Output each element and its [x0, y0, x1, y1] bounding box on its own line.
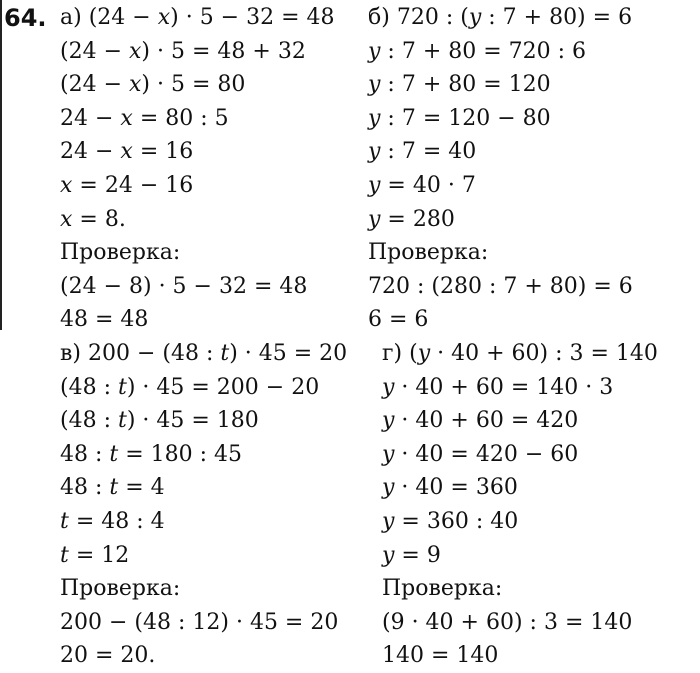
solution-step: (48 : t) · 45 = 200 − 20 — [60, 374, 320, 400]
part-a — [60, 1, 335, 337]
check-step: 140 = 140 — [382, 643, 499, 669]
part-b — [368, 1, 633, 337]
solution-step: (24 − x) · 5 = 48 + 32 — [60, 38, 306, 64]
solution-step: t = 48 : 4 — [60, 508, 165, 534]
solution-step: y = 280 — [368, 206, 455, 232]
part-b-equation-line — [368, 1, 633, 35]
check-label: Проверка: — [368, 240, 489, 266]
part-equation: (24 − x) · 5 − 32 = 48 — [88, 5, 335, 30]
solution-step: (24 − x) · 5 = 80 — [60, 72, 246, 98]
check-step: 48 = 48 — [60, 307, 149, 333]
check-step: (9 · 40 + 60) : 3 = 140 — [382, 609, 633, 635]
part-a-equation-line — [60, 1, 335, 35]
part-equation: 200 − (48 : t) · 45 = 20 — [87, 341, 348, 366]
part-label: г) — [382, 341, 403, 366]
solution-step: x = 8. — [60, 206, 126, 232]
part-label: а) — [60, 5, 82, 30]
check-step: (24 − 8) · 5 − 32 = 48 — [60, 273, 308, 299]
part-equation: 720 : (y : 7 + 80) = 6 — [396, 5, 633, 30]
check-step: 720 : (280 : 7 + 80) = 6 — [368, 273, 633, 299]
part-label: в) — [60, 341, 81, 366]
solution-step: y = 9 — [382, 542, 441, 568]
solution-step: 48 : t = 4 — [60, 475, 165, 501]
solution-step: y · 40 + 60 = 420 — [382, 408, 579, 434]
part-g — [382, 337, 658, 673]
solution-step: y · 40 = 360 — [382, 475, 518, 501]
check-step: 20 = 20. — [60, 643, 156, 669]
solution-step: y · 40 = 420 − 60 — [382, 441, 579, 467]
solution-step: x = 24 − 16 — [60, 172, 194, 198]
solution-step: 24 − x = 16 — [60, 139, 194, 165]
solution-step: y : 7 + 80 = 120 — [368, 72, 551, 98]
part-v-equation-line — [60, 337, 347, 371]
solution-step: y : 7 = 120 − 80 — [368, 105, 551, 131]
check-label: Проверка: — [60, 240, 181, 266]
problem-number: 64. — [4, 4, 47, 32]
check-label: Проверка: — [382, 576, 503, 602]
part-g-equation-line — [382, 337, 658, 371]
solution-step: 48 : t = 180 : 45 — [60, 441, 243, 467]
solution-step: 24 − x = 80 : 5 — [60, 105, 229, 131]
page-edge-rule — [0, 0, 2, 330]
solution-step: t = 12 — [60, 542, 130, 568]
solution-step: y = 40 · 7 — [368, 172, 476, 198]
solution-step: y = 360 : 40 — [382, 508, 519, 534]
check-step: 200 − (48 : 12) · 45 = 20 — [60, 609, 339, 635]
check-label: Проверка: — [60, 576, 181, 602]
solution-step: y · 40 + 60 = 140 · 3 — [382, 374, 614, 400]
part-label: б) — [368, 5, 390, 30]
check-step: 6 = 6 — [368, 307, 429, 333]
solution-step: (48 : t) · 45 = 180 — [60, 408, 259, 434]
solution-step: y : 7 = 40 — [368, 139, 477, 165]
part-equation: (y · 40 + 60) : 3 = 140 — [409, 341, 658, 366]
part-v — [60, 337, 347, 673]
solution-step: y : 7 + 80 = 720 : 6 — [368, 38, 587, 64]
